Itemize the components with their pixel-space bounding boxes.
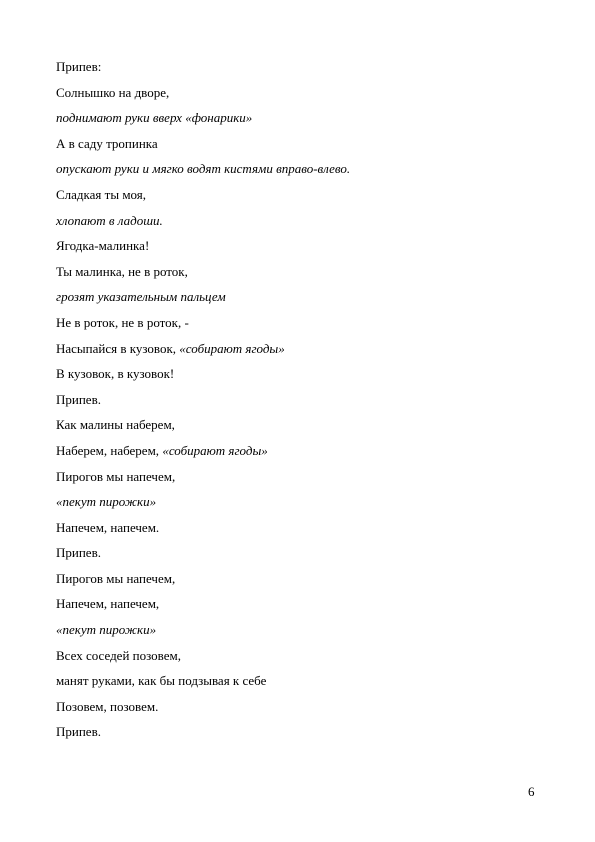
stage-direction: «собирают ягоды»: [179, 340, 285, 356]
lyric-text: Позовем, позовем.: [56, 698, 159, 714]
stage-direction: грозят указательным пальцем: [56, 289, 226, 305]
text-line: [56, 208, 536, 234]
text-line: [56, 80, 536, 106]
text-line: [56, 336, 536, 362]
lyric-text: Припев:: [56, 59, 102, 74]
text-line: [56, 591, 536, 617]
text-line: [56, 387, 536, 413]
lyric-text: Припев.: [56, 391, 101, 407]
text-line: [56, 105, 536, 131]
lyric-text: манят руками, как бы подзывая к себе: [56, 673, 267, 689]
song-text: [56, 54, 536, 745]
text-line: [56, 310, 536, 336]
text-line: [56, 540, 536, 566]
text-line: [56, 694, 536, 720]
lyric-text: Насыпайся в кузовок,: [56, 340, 180, 356]
text-line: [56, 668, 536, 694]
text-line: [56, 566, 536, 592]
text-line: [56, 361, 536, 387]
text-line: [56, 515, 536, 541]
text-line: [56, 464, 536, 490]
lyric-text: Пирогов мы напечем,: [56, 468, 176, 484]
lyric-text: А в саду тропинка: [56, 135, 158, 151]
lyric-text: Не в роток, не в роток, -: [56, 314, 189, 330]
stage-direction: «собирают ягоды»: [162, 442, 268, 458]
text-line: [56, 489, 536, 515]
text-line: [56, 617, 536, 643]
text-line: [56, 412, 536, 438]
lyric-text: Ты малинка, не в роток,: [56, 263, 188, 279]
page-number: 6: [528, 784, 535, 799]
lyric-text: Припев.: [56, 724, 101, 740]
lyric-text: Сладкая ты моя,: [56, 186, 147, 202]
lyric-text: Всех соседей позовем,: [56, 647, 181, 663]
text-line: [56, 643, 536, 669]
text-line: [56, 719, 536, 745]
text-line: [56, 233, 536, 259]
text-line: [56, 156, 536, 182]
text-line: [56, 284, 536, 310]
lyric-text: Пирогов мы напечем,: [56, 570, 176, 586]
stage-direction: опускают руки и мягко водят кистями вправо-влево.: [56, 161, 351, 177]
stage-direction: «пекут пирожки»: [56, 622, 157, 638]
lyric-text: В кузовок, в кузовок!: [56, 366, 175, 382]
lyric-text: Солнышко на дворе,: [56, 84, 170, 100]
lyric-text: Как малины наберем,: [56, 417, 175, 433]
lyric-text: Ягодка-малинка!: [56, 238, 150, 254]
lyric-text: Припев.: [56, 545, 101, 561]
text-line: [56, 438, 536, 464]
stage-direction: «пекут пирожки»: [56, 494, 157, 510]
text-line: [56, 54, 536, 80]
lyric-text: Напечем, напечем.: [56, 519, 160, 535]
lyric-text: Наберем, наберем,: [56, 442, 163, 458]
stage-direction: поднимают руки вверх «фонарики»: [56, 110, 253, 126]
stage-direction: хлопают в ладоши.: [56, 212, 163, 228]
text-line: [56, 182, 536, 208]
lyric-text: Напечем, напечем,: [56, 596, 160, 612]
text-line: [56, 259, 536, 285]
text-line: [56, 131, 536, 157]
